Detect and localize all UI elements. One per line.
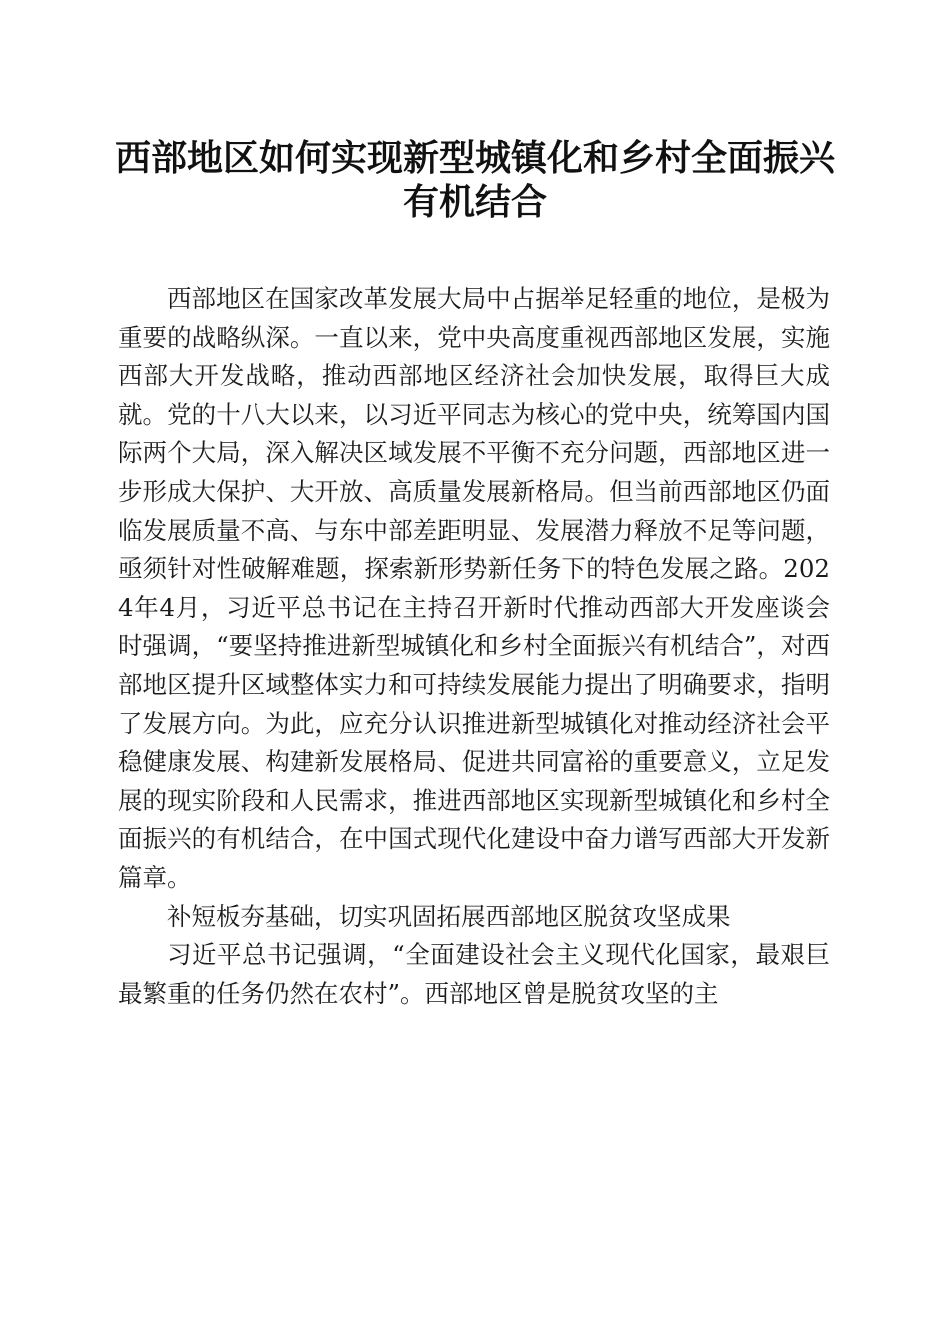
title-line-1: 西部地区如何实现新型城镇化和乡村全面振兴 [114, 137, 835, 179]
intro-paragraph: 西部地区在国家改革发展大局中占据举足轻重的地位，是极为重要的战略纵深。一直以来，党中央高度重视西部地区发展，实施西部大开发战略，推动西部地区经济社会加快发展，取得巨大成就。党的十八大以来，以习近平同志为核心的党中央，统筹国内国际两个大局，深入解决区域发展不平衡不充分问题，西部地区进一步形成大保护、大开放、高质量发展新格局。但当前西部地区仍面临发展质量不高、与东中部差距明显、发展潜力释放不足等问题，亟须针对性破解难题，探索新形势新任务下的特色发展之路。2024年4月，习近平总书记在主持召开新时代推动西部大开发座谈会时强调，“要坚持推进新型城镇化和乡村全面振兴有机结合”，对西部地区提升区域整体实力和可持续发展能力提出了明确要求，指明了发展方向。为此，应充分认识推进新型城镇化对推动经济社会平稳健康发展、构建新发展格局、促进共同富裕的重要意义，立足发展的现实阶段和人民需求，推进西部地区实现新型城镇化和乡村全面振兴的有机结合，在中国式现代化建设中奋力谱写西部大开发新篇章。 [118, 284, 830, 892]
section-subheading: 补短板夯基础，切实巩固拓展西部地区脱贫攻坚成果 [167, 901, 731, 931]
document-title [80, 136, 870, 224]
section-paragraph: 习近平总书记强调，“全面建设社会主义现代化国家，最艰巨最繁重的任务仍然在农村”。西部地区曾是脱贫攻坚的主 [118, 940, 830, 1008]
title-line-2: 有机结合 [402, 181, 547, 223]
document-body [118, 280, 830, 1013]
